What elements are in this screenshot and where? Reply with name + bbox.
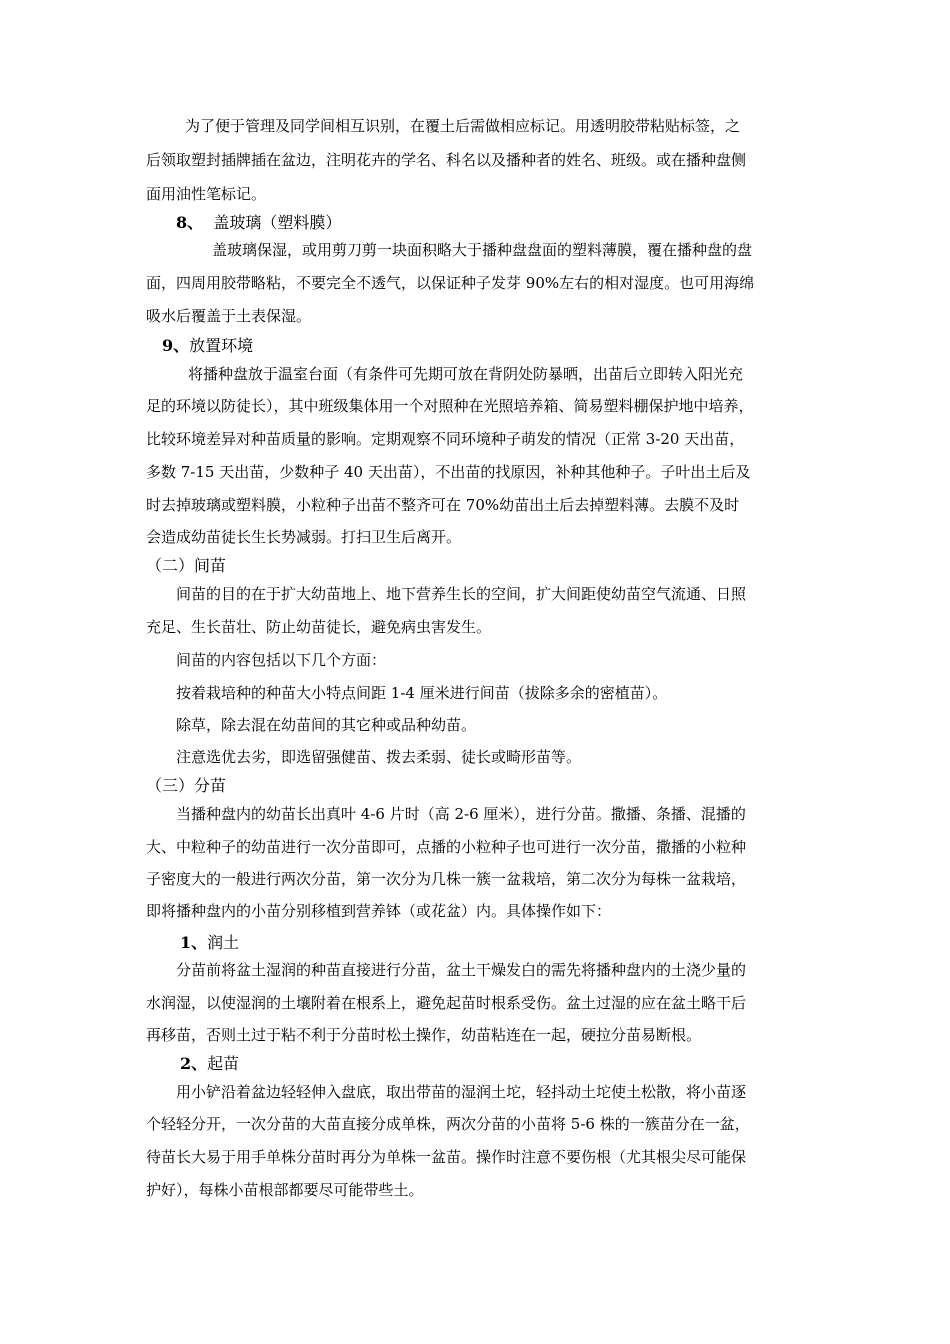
- paragraph-line: 护好），每株小苗根部都要尽可能带些土。: [146, 1181, 424, 1199]
- section-3-heading: （三）分苗: [146, 776, 227, 795]
- paragraph-line: 吸水后覆盖于土表保湿。: [146, 307, 312, 325]
- paragraph-line: 时去掉玻璃或塑料膜，小粒种子出苗不整齐可在 70%幼苗出土后去掉塑料薄。去膜不及时: [146, 496, 740, 514]
- sub-heading-1-number: 1、: [180, 933, 208, 952]
- paragraph-line: 当播种盘内的幼苗长出真叶 4-6 片时（高 2-6 厘米），进行分苗。撒播、条播、混播的: [176, 805, 746, 823]
- paragraph-line: 多数 7-15 天出苗，少数种子 40 天出苗），不出苗的找原因，补种其他种子。子叶出土后及: [146, 463, 751, 481]
- paragraph-line: 按着栽培种的种苗大小特点间距 1-4 厘米进行间苗（拔除多余的密植苗）。: [176, 684, 668, 702]
- paragraph-line: 充足、生长苗壮、防止幼苗徒长，避免病虫害发生。: [146, 618, 492, 636]
- sub-heading-2: [180, 1054, 239, 1074]
- paragraph-line: 为了便于管理及同学间相互识别，在覆土后需做相应标记。用透明胶带粘贴标签，之: [185, 117, 741, 135]
- paragraph-line: 间苗的目的在于扩大幼苗地上、地下营养生长的空间，扩大间距使幼苗空气流通、日照: [176, 585, 747, 603]
- paragraph-line: 间苗的内容包括以下几个方面：: [176, 651, 387, 669]
- paragraph-line: 用小铲沿着盆边轻轻伸入盘底，取出带苗的湿润土坨，轻抖动土坨使土松散，将小苗逐: [176, 1083, 747, 1101]
- paragraph-line: 水润湿，以使湿润的土壤附着在根系上，避免起苗时根系受伤。盆土过湿的应在盆土略干后: [146, 994, 747, 1012]
- paragraph-line: 将播种盘放于温室台面（有条件可先期可放在背阴处防暴晒，出苗后立即转入阳光充: [188, 365, 744, 383]
- paragraph-line: 盖玻璃保湿，或用剪刀剪一块面积略大于播种盘盘面的塑料薄膜，覆在播种盘的盘: [212, 241, 753, 259]
- heading-8-title: 盖玻璃（塑料膜）: [213, 213, 342, 232]
- paragraph-line: 后领取塑封插牌插在盆边，注明花卉的学名、科名以及播种者的姓名、班级。或在播种盘侧: [146, 151, 747, 169]
- paragraph-line: 待苗长大易于用手单株分苗时再分为单株一盆苗。操作时注意不要伤根（尤其根尖尽可能保: [146, 1148, 747, 1166]
- paragraph-line: 分苗前将盆土湿润的种苗直接进行分苗，盆土干燥发白的需先将播种盘内的土浇少量的: [176, 961, 747, 979]
- paragraph-line: 即将播种盘内的小苗分别移植到营养钵（或花盆）内。具体操作如下：: [146, 902, 612, 920]
- paragraph-line: 面用油性笔标记。: [146, 185, 267, 203]
- section-2-heading: （二）间苗: [146, 556, 227, 575]
- sub-heading-2-number: 2、: [180, 1054, 208, 1073]
- paragraph-line: 除草，除去混在幼苗间的其它种或品种幼苗。: [176, 716, 477, 734]
- paragraph-line: 注意选优去劣，即选留强健苗、拨去柔弱、徒长或畸形苗等。: [176, 748, 582, 766]
- paragraph-line: 比较环境差异对种苗质量的影响。定期观察不同环境种子萌发的情况（正常 3-20 天出苗，: [146, 430, 745, 448]
- paragraph-line: 大、中粒种子的幼苗进行一次分苗即可，点播的小粒种子也可进行一次分苗，撒播的小粒种: [146, 838, 747, 856]
- heading-9-number: 9、: [162, 336, 190, 355]
- heading-8: [176, 213, 341, 233]
- paragraph-line: 再移苗，否则土过于粘不利于分苗时松土操作，幼苗粘连在一起，硬拉分苗易断根。: [146, 1026, 702, 1044]
- heading-8-number: 8、: [176, 213, 204, 232]
- paragraph-line: 子密度大的一般进行两次分苗，第一次分为几株一簇一盆栽培，第二次分为每株一盆栽培，: [146, 870, 747, 888]
- paragraph-line: 足的环境以防徒长），其中班级集体用一个对照种在光照培养箱、简易塑料棚保护地中培养，: [146, 397, 754, 415]
- sub-heading-2-title: 起苗: [207, 1054, 240, 1073]
- paragraph-line: 个轻轻分开，一次分苗的大苗直接分成单株，两次分苗的小苗将 5-6 株的一簇苗分在一盆，: [146, 1115, 750, 1133]
- sub-heading-1-title: 润土: [207, 933, 240, 952]
- paragraph-line: 面，四周用胶带略粘，不要完全不透气，以保证种子发芽 90%左右的相对湿度。也可用海绵: [146, 274, 755, 292]
- paragraph-line: 会造成幼苗徒长生长势减弱。打扫卫生后离开。: [146, 528, 462, 546]
- sub-heading-1: [180, 933, 239, 953]
- heading-9-title: 放置环境: [189, 336, 254, 355]
- heading-9: [162, 336, 253, 356]
